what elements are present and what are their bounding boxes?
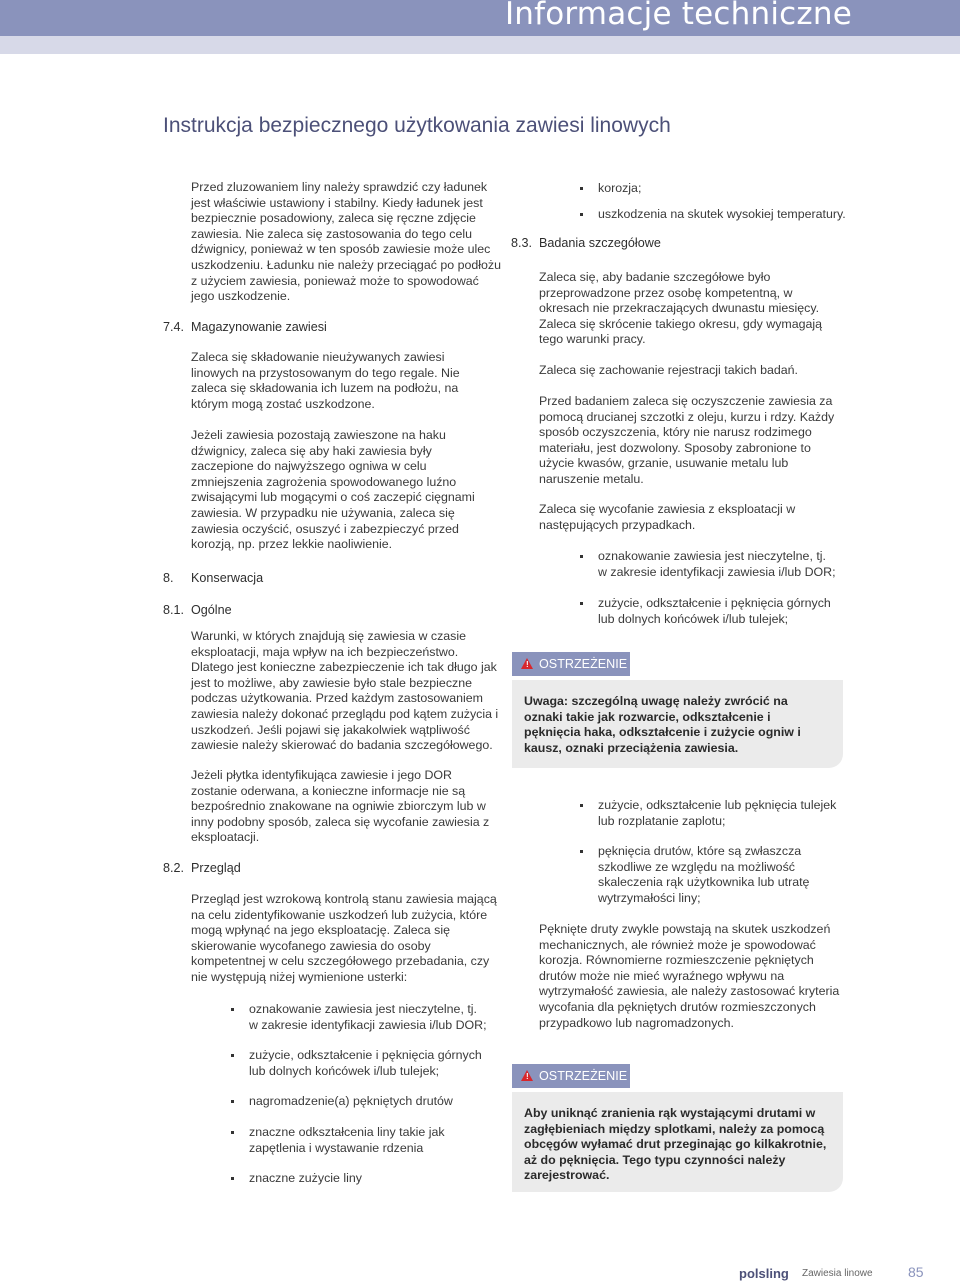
bullet-icon — [231, 1177, 234, 1180]
warning-header — [512, 1064, 630, 1088]
page-number: 85 — [908, 1264, 924, 1280]
list-item-text: korozja; — [598, 181, 642, 195]
section-number: 8. — [163, 571, 174, 585]
header-divider — [0, 36, 960, 54]
page-title: Instrukcja bezpiecznego użytkowania zawiesi linowych — [163, 114, 671, 137]
list-item-text: zużycie, odkształcenie i pęknięcia górnych lub dolnych końcówek i/lub tulejek; — [598, 596, 831, 626]
inspection-paragraph: Przegląd jest wzrokową kontrolą stanu zawiesia mającą na celu zidentyfikowanie uszkodzeń lub zużycia, które mogą wpłynąć na jego eksploatację. Zaleca się skierowanie wycofanego zawiesia do osoby kompetentnej w celu szczegółowego przebadania, czy nie występują niżej wymienione usterki: — [191, 892, 497, 984]
section-title: Ogólne — [191, 603, 232, 617]
list-item — [580, 798, 860, 830]
list-item-text: zużycie, odkształcenie lub pęknięcia tulejek lub rozplatanie zaplotu; — [598, 798, 837, 828]
warning-icon: ! — [521, 1070, 533, 1081]
general-paragraph-1: Warunki, w których znajdują się zawiesia w czasie eksploatacji, maja wpływ na ich bezpieczeństwo. Dlatego jest konieczne zabezpieczenie ich tak długo jak jest to możliwe, aby zawiesie było stale bezpieczne podczas użytkowania. Przed każdym zastosowaniem zawiesia należy dokonać przeglądu pod kątem zużycia i uszkodzeń. Jeśli pojawi się jakakolwiek wątpliwość zawiesie należy skierować do badania szczegółowego. — [191, 629, 499, 753]
detailed-exam-paragraph-3: Przed badaniem zaleca się oczyszczenie zawiesia za pomocą drucianej szczotki z oleju, kurzu i rdzy. Każdy sposób oczyszczenia, który nie narusz rodzimego materiału, jest dozwolony. Sposoby zabronione to użycie kwasów, grzanie, usuwanie metalu lub naruszenie metalu. — [539, 394, 835, 486]
warning-box — [512, 1092, 843, 1192]
intro-paragraph: Przed zluzowaniem liny należy sprawdzić czy ładunek jest właściwie ustawiony i stabilny. Kiedy ładunek jest bezpiecznie posadowiony, zaleca się ręczne zdjęcie zawiesia. Nie zaleca się zastosowania do tego celu dźwignicy, ponieważ w ten sposób zawiesie może ulec uszkodzeniu. Ładunku nie należy przeciągać po podłożu z użyciem zawiesia, ponieważ może to spowodować jego uszkodzenie. — [191, 180, 501, 304]
list-item-text: nagromadzenie(a) pękniętych drutów — [249, 1094, 453, 1108]
bullet-icon — [580, 850, 583, 853]
list-item — [580, 549, 860, 581]
list-item — [580, 596, 860, 628]
list-item-text: znaczne odkształcenia liny takie jak zapętlenia i wystawanie rdzenia — [249, 1125, 445, 1155]
bullet-icon — [231, 1131, 234, 1134]
header-title: Informacje techniczne — [504, 0, 852, 32]
brand-logo: polsling — [739, 1266, 789, 1281]
warning-label: OSTRZEŻENIE — [539, 1069, 628, 1083]
section-title: Badania szczegółowe — [539, 236, 661, 250]
list-item-text: znaczne zużycie liny — [249, 1171, 362, 1185]
bullet-icon — [580, 555, 583, 558]
list-item-text: oznakowanie zawiesia jest nieczytelne, tj. w zakresie identyfikacji zawiesia i/lub DOR; — [249, 1002, 487, 1032]
list-item-text: zużycie, odkształcenie i pęknięcia górnych lub dolnych końcówek i/lub tulejek; — [249, 1048, 482, 1078]
bullet-icon — [231, 1008, 234, 1011]
bullet-icon — [580, 602, 583, 605]
storage-paragraph-2: Jeżeli zawiesia pozostają zawieszone na haku dźwignicy, zaleca się aby haki zawiesia były zaczepione do najwyższego ogniwa w celu zmniejszenia zagrożenia spowodowanego luźno zwisającymi lub mogącymi o coś zaczepić cięgnami zawiesia. W przypadku nie używania, zaleca się zawiesia oczyścić, osuszyć i zabezpieczyć przed korozją, np. przez lekkie naoliwienie. — [191, 428, 475, 552]
section-title: Przegląd — [191, 861, 241, 875]
detailed-exam-paragraph-1: Zaleca się, aby badanie szczegółowe było przeprowadzone przez osobę kompetentną, w okresach nie przekraczających dwunastu miesięcy. Zaleca się skrócenie takiego okresu, gdy wymagają tego warunki pracy. — [539, 270, 823, 347]
list-item — [580, 207, 890, 223]
warning-text: Aby uniknąć zranienia rąk wystającymi drutami w zagłębieniach między splotkami, należy za pomocą obcęgów wyłamać drut przeginając go kilkakrotnie, aż do pęknięcia. Tego typu czynności należy zarejestrować. — [524, 1106, 827, 1183]
bullet-icon — [580, 804, 583, 807]
warning-icon: ! — [521, 658, 533, 669]
list-item — [231, 1171, 511, 1187]
section-number: 8.1. — [163, 603, 185, 617]
detailed-exam-paragraph-2: Zaleca się zachowanie rejestracji takich badań. — [539, 363, 798, 377]
list-item — [580, 844, 860, 908]
section-number: 8.3. — [511, 236, 533, 250]
section-title: Konserwacja — [191, 571, 264, 585]
broken-wires-paragraph: Pęknięte druty zwykle powstają na skutek uszkodzeń mechanicznych, ale również może je spowodować korozja. Równomierne rozmieszczenie pękniętych drutów może nie mieć wyraźnego wpływu na wytrzymałość zawiesia, ale należy zastosować kryteria wycofania dla pękniętych drutów rozmieszczonych przypadkowo lub nagromadzonych. — [539, 922, 840, 1030]
footer-subtitle: Zawiesia linowe — [802, 1268, 873, 1279]
list-item — [580, 181, 880, 197]
detailed-exam-paragraph-4: Zaleca się wycofanie zawiesia z eksploatacji w następujących przypadkach. — [539, 502, 796, 532]
warning-label: OSTRZEŻENIE — [539, 657, 628, 671]
general-paragraph-2: Jeżeli płytka identyfikująca zawiesie i jego DOR zostanie oderwana, a konieczne informacje nie są bezpośrednio znakowane na ogniwie zbiorczym lub w inny podobny sposób, zaleca się wycofanie zawiesia z eksploatacji. — [191, 768, 490, 845]
section-number: 7.4. — [163, 320, 185, 334]
list-item — [231, 1048, 511, 1080]
header-bar — [0, 0, 960, 36]
list-item-text: uszkodzenia na skutek wysokiej temperatury. — [598, 207, 846, 221]
bullet-icon — [580, 213, 583, 216]
warning-box — [512, 680, 843, 768]
bullet-icon — [580, 187, 583, 190]
warning-text: Uwaga: szczególną uwagę należy zwrócić na oznaki takie jak rozwarcie, odkształcenie i pęknięcia haka, odkształcenie i zużycie ogniw i kausz, oznaki przeciążenia zawiesia. — [524, 694, 801, 755]
storage-paragraph-1: Zaleca się składowanie nieużywanych zawiesi linowych na przystosowanym do tego regale. Nie zaleca się składowania ich luzem na podłożu, na którym mogą zostać uszkodzone. — [191, 350, 460, 411]
warning-header — [512, 652, 630, 676]
list-item-text: pęknięcia drutów, które są zwłaszcza szkodliwe ze względu na możliwość skaleczenia rąk użytkownika lub utratę wytrzymałości liny; — [598, 844, 810, 905]
section-title: Magazynowanie zawiesi — [191, 320, 327, 334]
bullet-icon — [231, 1054, 234, 1057]
bullet-icon — [231, 1100, 234, 1103]
list-item — [231, 1002, 511, 1034]
list-item — [231, 1125, 511, 1157]
list-item-text: oznakowanie zawiesia jest nieczytelne, tj. w zakresie identyfikacji zawiesia i/lub DOR; — [598, 549, 836, 579]
list-item — [231, 1094, 511, 1110]
section-number: 8.2. — [163, 861, 185, 875]
